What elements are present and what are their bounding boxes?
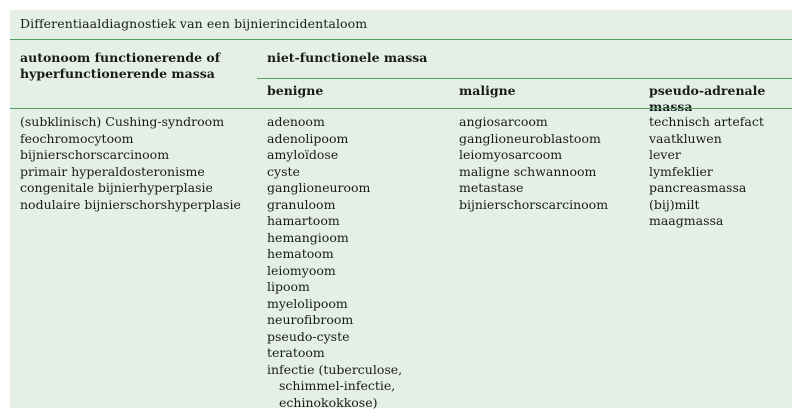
list-item: neurofibroom — [267, 312, 354, 327]
list-item: maagmassa — [649, 213, 724, 228]
list-item: primair hyperaldosteronisme — [20, 163, 205, 179]
caption-divider — [10, 39, 792, 40]
differential-diagnosis-table — [10, 10, 792, 408]
list-item: hamartoom — [267, 213, 340, 228]
list-item: maligne schwannoom — [459, 163, 597, 179]
list-item: bijnierschorscarcinoom — [20, 147, 170, 162]
list-item: hemangioom — [267, 229, 349, 245]
list-item: lipoom — [267, 279, 310, 294]
header-divider — [10, 108, 792, 109]
list-item: leiomyoom — [267, 262, 336, 278]
column-functional — [20, 114, 250, 213]
list-item: amyloïdose — [267, 147, 339, 162]
header-benign: benigne — [267, 83, 324, 98]
list-item: congenitale bijnierhyperplasie — [20, 180, 213, 195]
list-item: pseudo-cyste — [267, 328, 350, 344]
column-pseudo — [649, 114, 789, 230]
list-item: feochromocytoom — [20, 130, 134, 146]
header-pseudo: pseudo-adrenale massa — [649, 83, 766, 114]
header-nonfunctional: niet-functionele massa — [267, 50, 428, 65]
list-item: leiomyosarcoom — [459, 147, 563, 162]
subheader-divider — [257, 78, 792, 79]
list-item: (bij)milt — [649, 196, 700, 212]
list-item: adenoom — [267, 114, 325, 129]
column-benign — [267, 114, 452, 411]
list-item: vaatkluwen — [649, 130, 722, 146]
list-item: teratoom — [267, 345, 325, 360]
list-item: ganglioneuroblastoom — [459, 130, 601, 146]
list-item: pancreasmassa — [649, 180, 747, 195]
list-item: hematoom — [267, 246, 334, 261]
list-item: cyste — [267, 163, 300, 179]
table-caption: Differentiaaldiagnostiek van een bijnierincidentaloom — [20, 16, 368, 31]
list-item: lymfeklier — [649, 163, 713, 179]
list-item: bijnierschorscarcinoom — [459, 196, 609, 212]
list-item: myelolipoom — [267, 295, 348, 311]
list-item: (subklinisch) Cushing-syndroom — [20, 114, 225, 129]
list-item: adenolipoom — [267, 130, 349, 146]
list-item: ganglioneuroom — [267, 180, 371, 195]
list-item: infectie (tuberculose, schimmel-infectie, echinokokkose) — [267, 361, 403, 410]
header-functional: autonoom functionerende of hyperfunctionerende massa — [20, 50, 221, 81]
list-item: lever — [649, 147, 681, 162]
list-item: angiosarcoom — [459, 114, 548, 129]
header-malignant: maligne — [459, 83, 516, 98]
list-item: metastase — [459, 180, 524, 195]
list-item: technisch artefact — [649, 114, 764, 129]
list-item: nodulaire bijnierschorshyperplasie — [20, 196, 241, 212]
column-malignant — [459, 114, 639, 213]
list-item: granuloom — [267, 196, 336, 212]
